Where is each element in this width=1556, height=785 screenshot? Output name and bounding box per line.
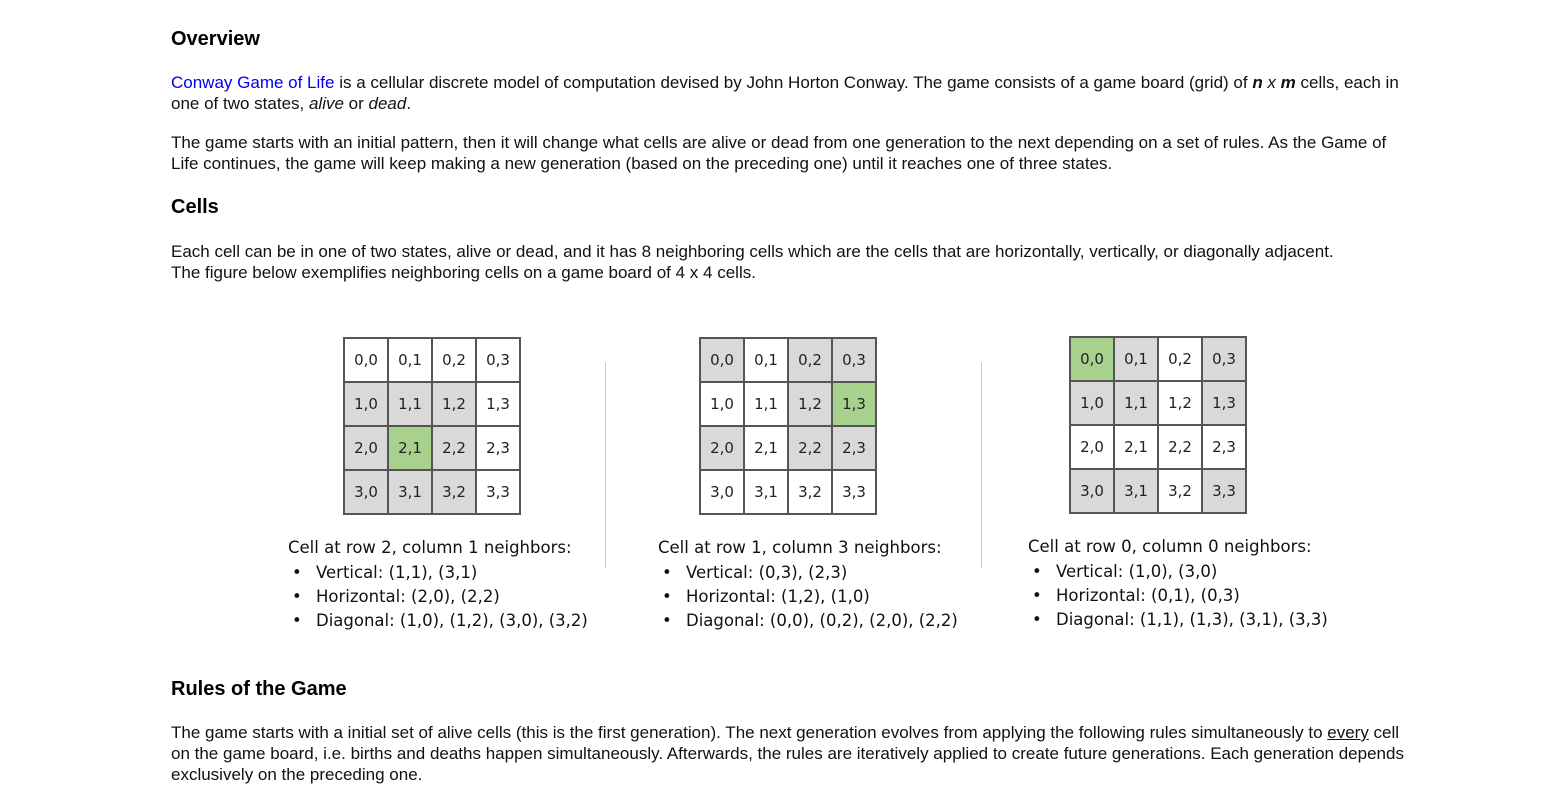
neighbor-cell: 1,2	[432, 382, 476, 426]
list-item	[1028, 608, 1328, 632]
m-variable: m	[1280, 73, 1296, 92]
neighbor-cell: 0,1	[1114, 337, 1158, 381]
rules-heading: Rules of the Game	[171, 678, 347, 700]
grid-cell: 3,1	[744, 470, 788, 514]
grid-cell: 1,2	[1158, 381, 1202, 425]
caption-title: Cell at row 1, column 3 neighbors:	[658, 538, 942, 557]
bullet: •	[1032, 610, 1042, 629]
vertical-neighbors: Vertical: (0,3), (2,3)	[686, 563, 848, 582]
grid-cell: 1,0	[700, 382, 744, 426]
grid-cell: 0,0	[344, 338, 388, 382]
grid-cell: 0,2	[432, 338, 476, 382]
overview-heading: Overview	[171, 28, 260, 50]
neighbor-list	[288, 561, 588, 633]
bullet: •	[662, 587, 672, 606]
neighbor-cell: 3,2	[432, 470, 476, 514]
grid-cell: 2,0	[1070, 425, 1114, 469]
neighbor-cell: 2,0	[344, 426, 388, 470]
neighbors-panel-2	[652, 320, 982, 648]
diagonal-neighbors: Diagonal: (0,0), (0,2), (2,0), (2,2)	[686, 611, 958, 630]
neighbor-cell: 3,1	[388, 470, 432, 514]
neighbor-cell: 1,3	[1202, 381, 1246, 425]
every-term: every	[1327, 723, 1369, 742]
bullet: •	[292, 563, 302, 582]
list-item	[658, 609, 958, 633]
rules-text-b: cell on the game board, i.e. births and deaths happen simultaneously. Afterwards, the rules are iteratively applied to create future generations. Each generation depends exclusively on the preceding one.	[171, 723, 1404, 784]
list-item	[1028, 560, 1328, 584]
overview-paragraph-2: The game starts with an initial pattern, then it will change what cells are alive or dead from one generation to the next depending on a set of rules. As the Game of Life continues, the game will keep making a new generation (based on the preceding one) until it reaches one of three states.	[171, 133, 1387, 173]
rules-paragraph-1	[171, 722, 1416, 785]
bullet: •	[292, 611, 302, 630]
list-item	[658, 561, 958, 585]
grid-cell: 1,3	[476, 382, 520, 426]
x-operator: x	[1262, 73, 1281, 92]
target-cell: 0,0	[1070, 337, 1114, 381]
grid-cell: 3,3	[476, 470, 520, 514]
neighbor-cell: 2,2	[788, 426, 832, 470]
neighbors-panel-3	[1022, 320, 1352, 648]
caption-title: Cell at row 2, column 1 neighbors:	[288, 538, 572, 557]
overview-text-or: or	[343, 94, 369, 113]
grid-cell: 3,0	[700, 470, 744, 514]
list-item	[658, 585, 958, 609]
bullet: •	[292, 587, 302, 606]
neighbor-cell: 0,0	[700, 338, 744, 382]
neighbor-cell: 1,1	[388, 382, 432, 426]
panel-divider-1	[605, 362, 606, 568]
neighbor-cell: 3,1	[1114, 469, 1158, 513]
grid-cell: 2,3	[476, 426, 520, 470]
vertical-neighbors: Vertical: (1,0), (3,0)	[1056, 562, 1218, 581]
neighbors-figure	[282, 320, 1328, 648]
diagonal-neighbors: Diagonal: (1,0), (1,2), (3,0), (3,2)	[316, 611, 588, 630]
neighbor-cell: 0,2	[788, 338, 832, 382]
neighbor-cell: 1,2	[788, 382, 832, 426]
overview-paragraph-1	[171, 72, 1416, 114]
panel-caption-2	[658, 538, 958, 633]
grid-cell: 3,2	[788, 470, 832, 514]
grid-cell: 2,2	[1158, 425, 1202, 469]
dead-term: dead	[368, 94, 407, 113]
overview-text-b: cells, each in one of two states,	[171, 73, 1399, 113]
panel-caption-1	[288, 538, 588, 633]
vertical-neighbors: Vertical: (1,1), (3,1)	[316, 563, 478, 582]
neighbor-cell: 1,0	[1070, 381, 1114, 425]
neighbor-cell: 0,3	[832, 338, 876, 382]
neighbor-cell: 2,2	[432, 426, 476, 470]
bullet: •	[662, 611, 672, 630]
grid-cell: 0,3	[476, 338, 520, 382]
list-item	[288, 609, 588, 633]
neighbor-list	[658, 561, 958, 633]
horizontal-neighbors: Horizontal: (1,2), (1,0)	[686, 587, 870, 606]
horizontal-neighbors: Horizontal: (2,0), (2,2)	[316, 587, 500, 606]
neighbor-cell: 1,0	[344, 382, 388, 426]
rules-text-a: The game starts with a initial set of alive cells (this is the first generation). The next generation evolves from applying the following rules simultaneously to	[171, 723, 1328, 742]
list-item	[288, 561, 588, 585]
grid-cell: 2,1	[1114, 425, 1158, 469]
list-item	[1028, 584, 1328, 608]
neighbors-panel-1	[282, 320, 612, 648]
board-grid-3	[1069, 336, 1247, 514]
target-cell: 1,3	[832, 382, 876, 426]
cells-heading: Cells	[171, 196, 219, 218]
panel-caption-3	[1028, 537, 1328, 632]
cells-paragraph-1: Each cell can be in one of two states, alive or dead, and it has 8 neighboring cells which are the cells that are horizontally, vertically, or diagonally adjacent. The figure below exemplifies neighboring cells on a game board of 4 x 4 cells.	[171, 242, 1334, 282]
diagonal-neighbors: Diagonal: (1,1), (1,3), (3,1), (3,3)	[1056, 610, 1328, 629]
neighbor-cell: 2,3	[832, 426, 876, 470]
board-grid-2	[699, 337, 877, 515]
grid-cell: 1,1	[744, 382, 788, 426]
neighbor-cell: 2,0	[700, 426, 744, 470]
neighbor-cell: 1,1	[1114, 381, 1158, 425]
neighbor-cell: 3,3	[1202, 469, 1246, 513]
neighbor-list	[1028, 560, 1328, 632]
neighbor-cell: 3,0	[344, 470, 388, 514]
overview-text-end: .	[406, 94, 412, 113]
neighbor-cell: 3,0	[1070, 469, 1114, 513]
list-item	[288, 585, 588, 609]
target-cell: 2,1	[388, 426, 432, 470]
bullet: •	[1032, 586, 1042, 605]
alive-term: alive	[308, 94, 344, 113]
grid-cell: 0,1	[388, 338, 432, 382]
caption-title: Cell at row 0, column 0 neighbors:	[1028, 537, 1312, 556]
n-variable: n	[1252, 73, 1263, 92]
conway-game-of-life-link[interactable]: Conway Game of Life	[171, 73, 335, 92]
overview-text-a: is a cellular discrete model of computation devised by John Horton Conway. The game consists of a game board (grid) of	[334, 73, 1253, 92]
grid-cell: 2,1	[744, 426, 788, 470]
grid-cell: 3,2	[1158, 469, 1202, 513]
board-grid-1	[343, 337, 521, 515]
grid-cell: 3,3	[832, 470, 876, 514]
grid-cell: 2,3	[1202, 425, 1246, 469]
bullet: •	[1032, 562, 1042, 581]
bullet: •	[662, 563, 672, 582]
neighbor-cell: 0,3	[1202, 337, 1246, 381]
panel-divider-2	[981, 362, 982, 568]
grid-cell: 0,1	[744, 338, 788, 382]
horizontal-neighbors: Horizontal: (0,1), (0,3)	[1056, 586, 1240, 605]
grid-cell: 0,2	[1158, 337, 1202, 381]
